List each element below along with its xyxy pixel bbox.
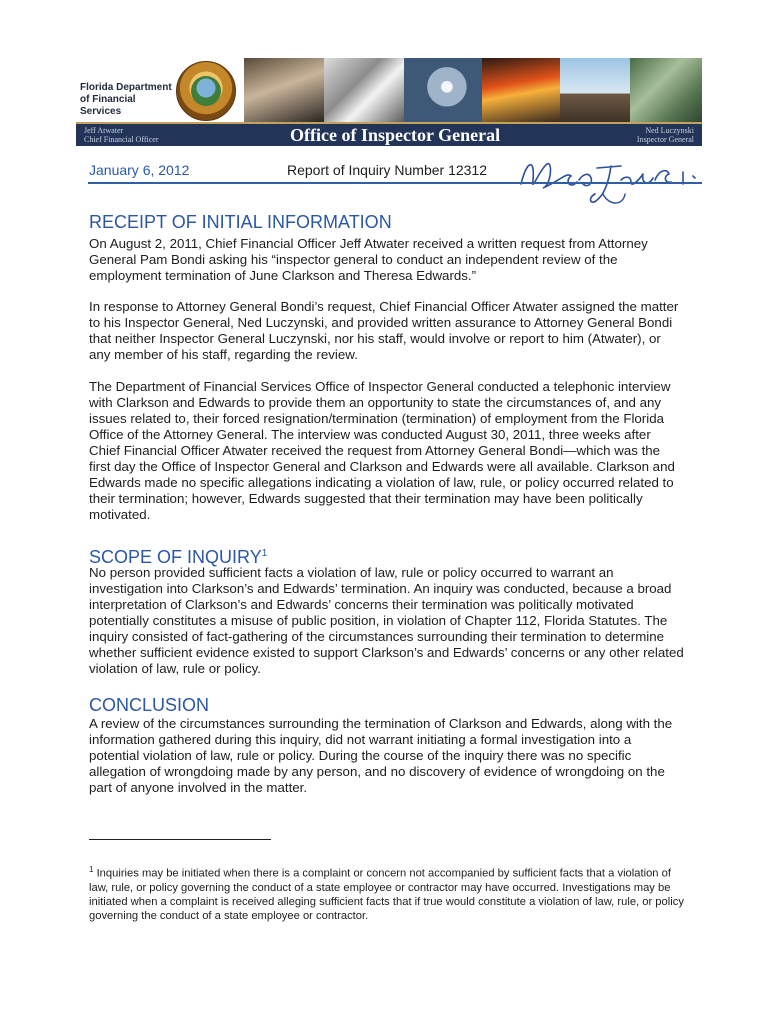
agency-name-line2: of Financial Services bbox=[80, 94, 136, 117]
banner-photo-fire bbox=[482, 58, 560, 122]
footnote-marker: 1 bbox=[261, 548, 268, 559]
banner-photo-currency bbox=[630, 58, 702, 122]
banner-photo-roofers bbox=[560, 58, 630, 122]
agency-name bbox=[80, 82, 176, 118]
heading-scope-text: SCOPE OF INQUIRY bbox=[89, 547, 262, 567]
cfo-title: Chief Financial Officer bbox=[84, 135, 159, 144]
report-header-line bbox=[89, 162, 703, 184]
state-seal-icon bbox=[176, 61, 236, 121]
report-date: January 6, 2012 bbox=[89, 162, 190, 178]
cfo-name: Jeff Atwater bbox=[84, 126, 124, 135]
letterhead bbox=[76, 58, 702, 148]
ig-block bbox=[637, 126, 694, 144]
paragraph-receipt-2: In response to Attorney General Bondi’s request, Chief Financial Officer Atwater assigned the matter to his Inspector General, Ned Luczynski, and provided written assurance to Attorney General Bondi that neither Inspector General Luczynski, nor his staff, would involve or report to him (Atwater), or any member of his staff, regarding the review. bbox=[89, 299, 679, 362]
paragraph-receipt-3: The Department of Financial Services Office of Inspector General conducted a telephonic interview with Clarkson and Edwards to provide them an opportunity to state the circumstances of, and any issues related to, their forced resignation/termination (termination) of employment from the Florida Office of the Attorney General. The interview was conducted August 30, 2011, three weeks after Chief Financial Officer Atwater received the request from Attorney General Bondi—which was the first day the Office of Inspector General and Clarkson and Edwards were all available. Clarkson and Edwards made no specific allegations indicating a violation of law, rule, or policy occurred related to their termination; however, Edwards suggested that their termination may have been politically motivated. bbox=[89, 379, 675, 522]
header-divider bbox=[88, 182, 702, 184]
handwritten-signature-icon bbox=[513, 150, 713, 210]
heading-receipt: RECEIPT OF INITIAL INFORMATION bbox=[89, 212, 392, 232]
ig-title: Inspector General bbox=[636, 135, 694, 144]
letterhead-banner bbox=[76, 58, 702, 122]
report-number: Report of Inquiry Number 12312 bbox=[287, 162, 487, 178]
cfo-block bbox=[84, 126, 159, 144]
banner-photo-hurricane bbox=[404, 58, 482, 122]
paragraph-receipt-1: On August 2, 2011, Chief Financial Officer Jeff Atwater received a written request from Attorney General Pam Bondi asking his “inspector general to conduct an independent review of the employment termination of June Clarkson and Theresa Edwards.” bbox=[89, 236, 648, 283]
footnote bbox=[89, 863, 689, 923]
agency-name-line1: Florida Department bbox=[80, 82, 172, 93]
banner-photo-arrest bbox=[244, 58, 324, 122]
heading-conclusion: CONCLUSION bbox=[89, 695, 210, 715]
ig-name: Ned Luczynski bbox=[645, 126, 694, 135]
paragraph-scope: No person provided sufficient facts a violation of law, rule or policy occurred to warrant an investigation into Clarkson’s and Edwards’ termination. An inquiry was conducted, because a broad interpretation of Clarkson’s and Edwards’ concerns their termination was politically motivated potentially constitutes a misuse of public position, in violation of Chapter 112, Florida Statutes. The inquiry consisted of fact-gathering of the circumstances surrounding their termination to determine whether sufficient evidence existed to support Clarkson’s and Edwards’ concerns or any other related violation of law, rule or policy. bbox=[89, 565, 684, 676]
office-title: Office of Inspector General bbox=[290, 125, 501, 145]
heading-scope bbox=[89, 544, 267, 567]
banner-photo-calculator bbox=[324, 58, 404, 122]
letterhead-title-bar bbox=[76, 122, 702, 146]
banner-photo-strip bbox=[244, 58, 702, 122]
footnote-text: Inquiries may be initiated when there is a complaint or concern not accompanied by sufficient facts that a violation of law, rule, or policy governing the conduct of a state employee or contractor may have occurred. Investigations may be initiated when a complaint is received alleging sufficient facts that if true would constitute a violation of law, rule, or policy governing the conduct of a state employee or contractor. bbox=[89, 867, 684, 922]
footnote-divider bbox=[89, 839, 271, 840]
paragraph-conclusion: A review of the circumstances surrounding the termination of Clarkson and Edwards, along with the information gathered during this inquiry, did not warrant initiating a formal investigation into a potential violation of law, rule or policy. During the course of the inquiry there was no specific allegation of wrongdoing made by any person, and no discovery of evidence of wrongdoing on the part of anyone involved in the matter. bbox=[89, 716, 673, 795]
footnote-number: 1 bbox=[89, 865, 94, 874]
